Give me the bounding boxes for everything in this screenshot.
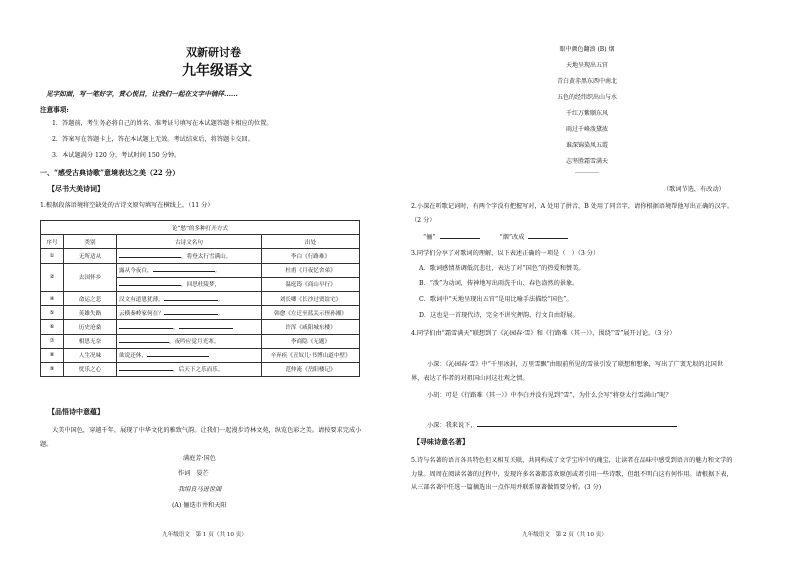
poem-author-line: 作词 晏芒 <box>178 470 209 477</box>
row-source: 韩愈《左迁至蓝关示侄孙湘》 <box>262 306 360 320</box>
row-category: 人生况味 <box>64 348 117 362</box>
row-source: 李白《行路难》 <box>262 249 360 263</box>
poem-line: 天地呈现出五官 <box>565 62 608 69</box>
q2-answer-line: “俪” “烟”改成 <box>423 233 568 242</box>
table-row <box>41 320 360 334</box>
table-row <box>41 263 360 277</box>
row-number: ④ <box>41 291 64 305</box>
question-4: 4.同学们由“霜雪满天”联想到了《沁园春·雪》和《行路难（其一）》，围绕“雪”展开讨论。（3 分） <box>411 330 676 337</box>
poem-line: 五色的经纬织出山与水 <box>556 94 617 101</box>
table-row <box>41 348 360 362</box>
option-a[interactable]: A．歌词感情基调低沉悲壮，表达了对“国色”的热爱和赞美。 <box>419 265 585 272</box>
row-category: 忧乐之心 <box>64 362 117 376</box>
row-verse: ，夜吟应觉月光寒。 <box>117 334 262 348</box>
poem-title: 满庭芳·国色 <box>183 455 216 462</box>
page-2 <box>397 0 794 561</box>
row-number: ⑦ <box>41 334 64 348</box>
option-d[interactable]: D．这也是一首现代诗，完全不讲究押韵，行文自由舒展。 <box>419 312 579 319</box>
answer-blank[interactable] <box>179 323 233 329</box>
answer-blank[interactable] <box>147 351 209 357</box>
table-header: 类别 <box>64 235 117 249</box>
poem-line: (A) 俪迭市井和天阳 <box>172 502 227 509</box>
answer-blank[interactable] <box>119 337 169 343</box>
note-3: 3．本试题满分 120 分，考试时间 150 分钟。 <box>52 152 181 159</box>
q4-dialogue-2: 小胡：可是《行路难（其一）》中李白并没有见到“雪”，为什么会写“将登太行雪满山”呢？ <box>427 392 672 399</box>
row-verse: 露从今夜白， 。 <box>117 263 262 277</box>
source-note: （歌词节选，有改动） <box>663 186 725 193</box>
intro-paragraph: 大美中国色，穿越千年，展现了中华文化的雅致气韵。让我们一起漫步诗林文苑，纵览色彩之美。请按要求完成小题。 <box>40 427 362 448</box>
row-verse: 云横秦岭家何在？ 。 <box>117 306 262 320</box>
table-caption: 论“愁”的多种打开方式 <box>41 221 360 235</box>
poem-ellipsis: ………… <box>575 168 599 175</box>
table-row <box>41 334 360 348</box>
row-category: 去国怀乡 <box>64 263 117 291</box>
q4-dialogue-3: 小深：我来说下， <box>427 421 677 430</box>
section-3-subheading: 【寻味诗意名著】 <box>413 437 469 446</box>
row-category: 历史沧桑 <box>64 320 117 334</box>
poem-line: 青白黄赤黑东西中南北 <box>556 78 617 85</box>
page-footer: 九年级语文 第 2 页（共 10 页） <box>522 532 607 538</box>
row-number: ⑧ <box>41 348 64 362</box>
note-2: 2．答案写在答题卡上，答在本试题上无效。考试结束后，将答题卡交回。 <box>52 136 254 143</box>
option-c[interactable]: C．歌词中“天地呈现出五官”是用比喻手法描绘“国色”。 <box>419 296 573 303</box>
answer-blank[interactable] <box>119 365 173 371</box>
question-3: 3.同学们分享了对歌词的理解，以下表述正确的一项是（ ）（3 分） <box>411 250 600 257</box>
section-1-heading: 一、“感受古典诗歌”意境表达之美（22 分） <box>40 168 180 177</box>
answer-blank[interactable] <box>119 323 173 329</box>
row-number: ⑥ <box>41 320 64 334</box>
row-source: 许浑《咸阳城东楼》 <box>262 320 360 334</box>
page-footer: 九年级语文 第 1 页（共 10 页） <box>162 532 247 538</box>
row-source: 刘长卿《长沙过贾谊宅》 <box>262 291 360 305</box>
row-source: 杜甫《月夜忆舍弟》 <box>262 263 360 277</box>
exam-subtitle: 九年级语文 <box>182 63 252 79</box>
poem-line: 眼中颜色翻浪 (B) 烟 <box>559 46 615 53</box>
row-category: 英雄失路 <box>64 306 117 320</box>
row-number: ⑨ <box>41 362 64 376</box>
poem-line: 谁深锦染凤五霞 <box>565 142 608 149</box>
row-category: 相思无奈 <box>64 334 117 348</box>
poem-line: 志坚胜霜雪满天 <box>565 158 608 165</box>
row-number: ⑤ <box>41 306 64 320</box>
question-2: 2.小深在听歌记词时，有两个字没有把握写对，A 处用了拼音，B 处用了同音字，请你根据语境帮他写出正确的汉字。（2 分） <box>411 203 734 224</box>
question-5: 5.诗与名著的语言各具特色但又相互关联，共同构成了文学宝库中的瑰宝，让读者在品味中感受到语言的魅力和文学的力量。周周在阅读名著的过程中，发现许多名著都喜欢原创或者引用一些诗歌，但组不明白这有何作用。请根据下表，从三部名著中任选一篇摘选出一点作用并联系原著做简要分析。(3 分) <box>411 457 733 492</box>
row-verse: ， <box>117 320 262 334</box>
row-number: ② <box>41 263 64 291</box>
section-1-subheading: 【尽书大美诗词】 <box>48 184 104 193</box>
answer-blank[interactable] <box>119 252 181 258</box>
answer-blank[interactable] <box>119 280 181 286</box>
row-source: 李商隐《无题》 <box>262 334 360 348</box>
row-verse: ，回思杜陵梦， <box>117 277 262 291</box>
row-source: 范仲淹《岳阳楼记》 <box>262 362 360 376</box>
slogan: 见字如面，写一笔好字，赏心悦目，让我们一起在文字中徜徉...... <box>46 90 238 98</box>
table-row <box>41 291 360 305</box>
table-header: 古诗文名句 <box>117 235 262 249</box>
answer-blank[interactable] <box>477 421 677 427</box>
answer-blank[interactable] <box>164 295 218 301</box>
question-1: 1.根据段落语境将空缺处的古诗文原句填写在横线上。（11 分） <box>40 202 214 209</box>
row-verse: 汉文有道恩犹薄， 。 <box>117 291 262 305</box>
table-header: 出处 <box>262 235 360 249</box>
row-category: 无所适从 <box>64 249 117 263</box>
table-header: 序号 <box>41 235 64 249</box>
table-row <box>41 306 360 320</box>
answer-blank[interactable] <box>440 233 480 239</box>
poem-table <box>40 220 360 377</box>
note-1: 1．答题前，考生务必将自己的姓名、准考证号填写在本试题答题卡相应的位置。 <box>52 120 273 127</box>
row-source: 温庭筠《商山早行》 <box>262 277 360 291</box>
row-verse: 欲说还休， <box>117 348 262 362</box>
row-source: 辛弃疾《丑奴儿·书博山道中壁》 <box>262 348 360 362</box>
answer-blank[interactable] <box>153 266 215 272</box>
exam-title: 双新研讨卷 <box>186 46 241 59</box>
poem-line: 雨过千峰泼黛浓 <box>565 126 608 133</box>
q4-dialogue-1: 小深：《沁园春·雪》中“千里冰封，万里雪飘”由眼前所见的雪景引发了联想和想象，写出了广袤无垠的北国世界，表达了作者的对祖国山河这壮观之情。 <box>411 361 724 382</box>
row-verse: ，将登太行雪满山。 <box>117 249 262 263</box>
answer-blank[interactable] <box>528 233 568 239</box>
notes-title: 注意事项: <box>40 106 69 114</box>
poem-line: 我绢良马进世阁 <box>178 486 222 493</box>
option-b[interactable]: B．“泼”为动词，传神地写出雨洗千山、春色盎然的景象。 <box>419 280 579 287</box>
row-category: 命运之悲 <box>64 291 117 305</box>
row-number: ① <box>41 249 64 263</box>
poem-line: 千红万紫顺东风 <box>565 110 608 117</box>
answer-blank[interactable] <box>164 309 218 315</box>
table-row <box>41 362 360 376</box>
section-2-subheading: 【品悟诗中意蕴】 <box>48 407 104 416</box>
table-row <box>41 249 360 263</box>
row-verse: ，后天下之乐而乐。 <box>117 362 262 376</box>
